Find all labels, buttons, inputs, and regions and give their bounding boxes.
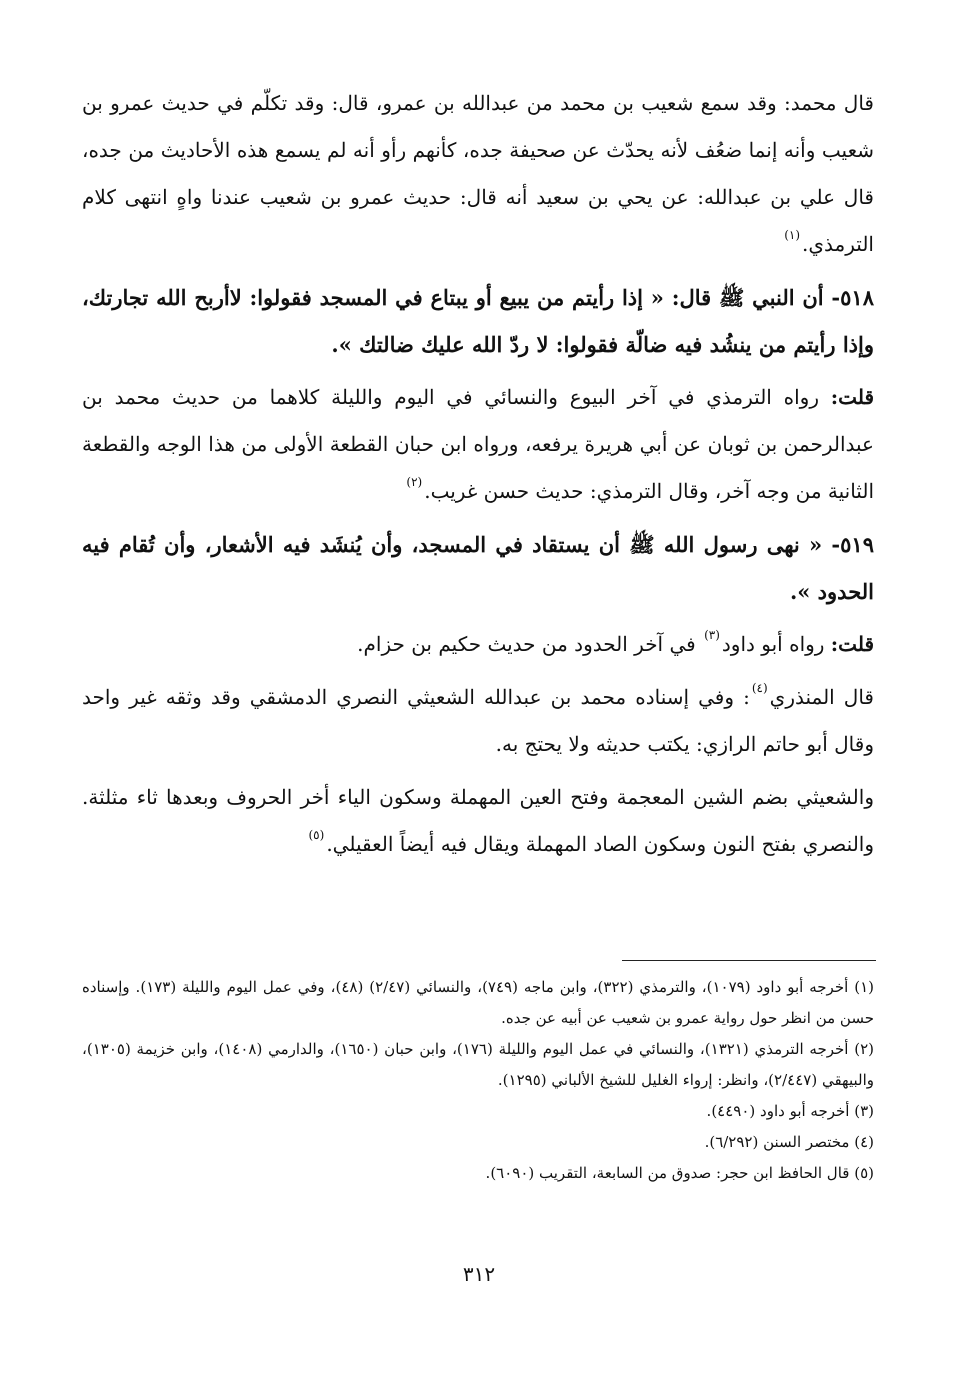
footnote-1: (١) أخرجه أبو داود (١٠٧٩)، والترمذي (٣٢٢)، وابن ماجه (٧٤٩)، والنسائي (٢/٤٧) (٤٨)، وفي عمل اليوم والليلة (١٧٣). وإسناده حسن من انظر حول رواية عمرو بن شعيب عن أبيه عن جده. xyxy=(82,978,874,1027)
qultu-label: قلت: xyxy=(830,632,874,656)
footnote-divider xyxy=(622,960,876,961)
footnote-ref-3: (٣) xyxy=(704,628,720,642)
paragraph-tirmidhi-quote: قال محمد: وقد سمع شعيب بن محمد من عبدالله بن عمرو، قال: وقد تكلّم في حديث عمرو بن شعيب وأنه إنما ضعُف لأنه يحدّث عن صحيفة جده، كأنهم رأو أنه لم يسمع هذه الأحاديث من جده، قال علي بن عبدالله: عن يحي بن سعيد أنه قال: حديث عمرو بن شعيب عندنا واهٍ انتهى كلام الترمذي.$^{(١)}$ xyxy=(82,91,874,256)
page-number: ٣١٢ xyxy=(462,1262,496,1286)
shuaythi-paragraph: والشعيثي بضم الشين المعجمة وفتح العين المهملة وسكون الياء أخر الحروف وبعدها ثاء مثلثة. والنصري بفتح النون وسكون الصاد المهملة ويقال فيه أيضاً العقيلي.$^{(٥)}$ xyxy=(82,785,874,856)
hadith-518: ٥١٨- أن النبي ﷺ قال: « إذا رأيتم من يبيع أو يبتاع في المسجد فقولوا: لاأربح الله تجارتك، وإذا رأيتم من ينشُد فيه ضالّة فقولوا: لا ردّ الله عليك ضالتك ». xyxy=(82,285,874,357)
footnote-ref-4: (٤) xyxy=(751,681,768,695)
hadith-519: ٥١٩- « نهى رسول الله ﷺ أن يستقاد في المسجد، وأن يُنشَد فيه الأشعار، وأن تُقام فيه الحدود ». xyxy=(82,532,874,604)
footnote-5: (٥) قال الحافظ ابن حجر: صدوق من السابعة، التقريب (٦٠٩٠). xyxy=(485,1164,874,1182)
body-block xyxy=(82,80,874,868)
footnote-ref-1: (١) xyxy=(784,228,801,242)
footnote-2: (٢) أخرجه الترمذي (١٣٢١)، والنسائي في عمل اليوم والليلة (١٧٦)، وابن حبان (١٦٥٠)، والدارمي (١٤٠٨)، وابن خزيمة (١٣٠٥)، والبيهقي (٢/٤٤٧)، وانظر: إرواء الغليل للشيخ الألباني (١٢٩٥). xyxy=(82,1040,875,1089)
commentary-519: قلت: رواه أبو داود$^{(٣)}$ في آخر الحدود من حديث حكيم بن حزام. xyxy=(357,628,874,656)
footnotes xyxy=(82,972,874,1189)
footnote-4: (٤) مختصر السنن (٦/٢٩٢). xyxy=(704,1133,874,1151)
footnote-ref-2: (٢) xyxy=(406,475,423,489)
main-text xyxy=(82,80,874,868)
footnote-3: (٣) أخرجه أبو داود (٤٤٩٠). xyxy=(706,1102,874,1120)
qultu-label: قلت: xyxy=(830,385,874,409)
footnote-ref-5: (٥) xyxy=(308,828,325,842)
commentary-518: قلت: رواه الترمذي في آخر البيوع والنسائي في اليوم والليلة كلاهما من حديث محمد بن عبدالرحمن بن ثوبان عن أبي هريرة يرفعه، ورواه ابن حبان القطعة الأولى من هذا الوجه والقطعة الثانية من وجه آخر، وقال الترمذي: حديث حسن غريب.$^{(٢)}$ xyxy=(82,385,874,503)
mundhiri-paragraph: قال المنذري$^{(٤)}$: وفي إسناده محمد بن عبدالله الشعيثي النصري الدمشقي وقد وثقه غير واحد وقال أبو حاتم الرازي: يكتب حديثه ولا يحتج به. xyxy=(82,681,874,756)
